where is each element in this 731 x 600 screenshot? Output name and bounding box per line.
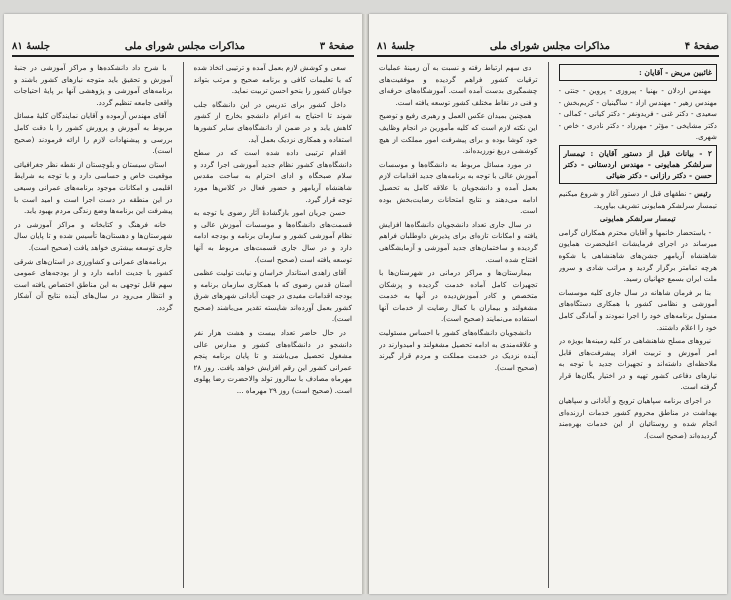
left-page-columns xyxy=(14,62,352,588)
paragraph: با شرح داد دانشکده‌ها و مراکز آموزشی در جنبهٔ آموزش و تحقیق باید متوجه نیازهای کشور باشند و برنامه‌های آموزشی و پژوهشی آنها بر پایهٔ احتیاجات واقعی جامعه تنظیم گردد. xyxy=(14,63,173,107)
paragraph: داخل کشور برای تدریس در این دانشگاه جلب شوند تا احتیاج به اعزام دانشجو بخارج از کشور کاهش یابد و در ضمن از دانشگاه‌های سایر کشورها استفاده و همکاری نزدیک بعمل آید. xyxy=(193,99,352,144)
paragraph: همچنین بمیدان عکس العمل و رهبری رفیع و توضیح این نکته لازم است که کلیه مأمورین در انجام وظایف خود کوشا بوده و برای پیشرفت امور مملکت از هیچ کوششی دریغ نورزیده‌اند. xyxy=(379,111,538,156)
right-page-columns xyxy=(379,62,717,588)
paragraph: دانشجویان دانشگاه‌های کشور با احساس مسئولیت و علاقه‌مندی به ادامه تحصیل مشغولند و امیدوارند در آینده نزدیک در خدمت مملکت و مردم قرار گیرند (صحیح است). xyxy=(379,328,538,372)
speaker-intro: - باستحضار خانمها و آقایان محترم همکاران گرامی میرساند در اجرای فرمایشات اعلیحضرت همایون شاهنشاه آریامهر جشن‌های شاهنشاهی با شکوه هرچه تمامتر برگزار گردید و مراتب شادی و سرور ملت ایران بسمع جهانیان رسید. xyxy=(558,227,717,284)
paragraph: آقای مهندس آزموده و آقایان نمایندگان کلیهٔ مسائل مربوط به آموزش و پرورش کشور را با دقت کامل بررسی و پیشنهادات لازم را ارائه فرمودند (صحیح است). xyxy=(14,111,173,156)
paragraph: سعی و کوشش لازم بعمل آمده و ترتیبی اتخاذ شده که با تعلیمات کافی و برنامه صحیح و مرتب بتواند جوانان کشور را بنحو احسن تربیت نماید. xyxy=(193,63,352,96)
column-divider xyxy=(548,62,549,588)
page-number: صفحهٔ ۳ xyxy=(319,41,354,52)
session-number: جلسهٔ ۸۱ xyxy=(12,41,51,52)
right-page-column-right xyxy=(559,62,718,588)
paragraph: نیروهای مسلح شاهنشاهی در کلیه زمینه‌ها بویژه در امر آموزش و تربیت افراد پیشرفت‌های قابل ملاحظه‌ای داشته‌اند و تجهیزات جدید با توجه به نیازهای دفاعی کشور تهیه و در اختیار یگان‌ها قرار گرفته است. xyxy=(558,336,717,392)
paragraph: در حال حاضر تعداد بیست و هشت هزار نفر دانشجو در دانشگاه‌های کشور و مدارس عالی مشغول تحصیل می‌باشند و تا پایان برنامه پنجم عمرانی کشور این رقم افزایش خواهد یافت. روز ۲۸ مهرماه مصادف با سالروز تولد والاحضرت رضا پهلوی است. (صحیح است) روز ۲۹ مهرماه ... xyxy=(193,328,352,396)
paragraph: برنامه‌های عمرانی و کشاورزی در استان‌های شرقی کشور با جدیت ادامه دارد و از بودجه‌های عمومی سهم قابل توجهی به این مناطق اختصاص یافته است و انتظار می‌رود در سال‌های آینده نتایج آن آشکار گردد. xyxy=(14,256,173,312)
president-label: رئیس xyxy=(694,188,711,198)
left-page xyxy=(4,14,362,594)
right-page-header xyxy=(377,28,719,57)
paragraph: بنا بر فرمان شاهانه در سال جاری کلیه موسسات آموزشی و نظامی کشور با همکاری دستگاه‌های مسئول برنامه‌های خود را اجرا نمودند و آمادگی کامل خود را اعلام داشتند. xyxy=(558,287,717,332)
magazine-title: مذاکرات مجلس شورای ملی xyxy=(124,41,245,52)
absentees-list: مهندس اردلان - بهنیا - پیروزی - پروین - جنتی - مهندس زهیر - مهندس ازاد - ساگینیان - کریم‌بخش - سعیدی - دکتر غنی - فریدونفر - دکتر کیانی - کمالی - دکتر مشایخی - مؤثر - مهرزاد - دکتر نادری - خاص - شهری. xyxy=(558,86,717,142)
paragraph: بیمارستان‌ها و مراکز درمانی در شهرستان‌ها با تجهیزات کامل آماده خدمت گردیده و پزشکان متخصص و کادر آموزش‌دیده در آنها به خدمت مشغولند و بیماران با کمال رضایت از خدمات آنها استفاده می‌نمایند (صحیح است). xyxy=(379,268,538,324)
paragraph: در اجرای برنامه سپاهیان ترویج و آبادانی و سپاهیان بهداشت در مناطق محروم کشور خدمات ارزنده‌ای انجام شده و روستائیان از این خدمات بهره‌مند گردیده‌اند (صحیح است). xyxy=(558,396,717,440)
page-gutter xyxy=(362,14,369,594)
paragraph: در سال جاری تعداد دانشجویان دانشگاه‌ها افزایش یافته و امکانات تازه‌ای برای پذیرش داوطلبان فراهم گردیده و ساختمان‌های جدید آموزشی و آزمایشگاهی افتتاح شده است. xyxy=(379,219,538,264)
president-statement xyxy=(559,188,718,211)
paragraph: خانه فرهنگ و کتابخانه و مراکز آموزشی در شهرستان‌ها و دهستان‌ها تأسیس شده و تا پایان سال جاری توسعه بیشتری خواهد یافت (صحیح است). xyxy=(14,219,173,252)
left-page-header xyxy=(12,28,354,57)
paragraph: دی سهم ارتباط رفته و نسبت به آن زمینهٔ عملیات ترقیات کشور فراهم گردیده و موفقیت‌های چشمگیری بدست آمده است. آموزشگاه‌های حرفه‌ای و فنی در نقاط مختلف کشور توسعه یافته است. xyxy=(379,63,538,107)
right-page-column-left xyxy=(379,62,538,588)
absentees-heading: غائبین مریض - آقایان : xyxy=(559,64,718,81)
left-page-column-left xyxy=(14,62,173,588)
paragraph: آقای زاهدی استاندار خراسان و نیابت تولیت عظمی آستان قدس رضوی که با همکاری سازمان برنامه و بودجه اقدامات مفیدی در جهت آبادانی شهرهای شرق کشور بعمل آورده‌اند شایسته تقدیر می‌باشند (صحیح است). xyxy=(193,268,352,324)
paragraph: اقدام ترتیبی داده شده است که در سطح دانشگاه‌های کشور نظام جدید آموزشی اجرا گردد و سلام صبحگاه و ادای احترام به ساحت مقدس شاهنشاه آریامهر و حضور فعال در کلاس‌ها مورد توجه قرار گیرد. xyxy=(193,148,352,204)
paragraph: حسن جریان امور بازگشادهٔ آثار رضوی با توجه به قسمت‌های دانشگاه‌ها و موسسات آموزش عالی و نظام آموزشی کشور و سازمان برنامه و بودجه ادامه دارد و در سال جاری قسمت‌های مربوط به آنها توسعه یافته است (صحیح است). xyxy=(193,208,352,264)
left-page-column-right xyxy=(194,62,353,588)
speaker-heading: تیمسار سرلشکر همایونی xyxy=(599,214,676,224)
president-text: - نطقهای قبل از دستور آغاز و شروع میکنیم تیمسار سرلشکر همایونی تشریف بیاورید. xyxy=(558,188,717,210)
session-number: جلسهٔ ۸۱ xyxy=(377,41,416,52)
column-divider xyxy=(183,62,184,588)
agenda-item-heading: ۲ - بیانات قبل از دستور آقایان : تیمسار سرلشکر همایونی - مهندس اردستانی - دکتر حسن - دکتر رازانی - دکتر ضیائی xyxy=(559,145,718,184)
paragraph: در مورد مسائل مربوط به دانشگاه‌ها و موسسات آموزش عالی با توجه به برنامه‌های جدید اقدامات لازم بعمل آمده و دانشجویان با علاقه کامل به تحصیل ادامه می‌دهند و نتایج امتحانات رضایت‌بخش بوده است. xyxy=(379,159,538,216)
paragraph: استان سیستان و بلوچستان از نقطه نظر جغرافیائی موقعیت خاص و حساسی دارد و با توجه به شرایط اقلیمی و امکانات موجود برنامه‌های عمرانی وسیعی در این منطقه در دست اجرا است و امید است با پیشرفت این برنامه‌ها وضع زندگی مردم بهبود یابد. xyxy=(14,159,173,216)
magazine-title: مذاکرات مجلس شورای ملی xyxy=(489,41,610,52)
page-number: صفحهٔ ۴ xyxy=(684,41,719,52)
right-page xyxy=(369,14,727,594)
